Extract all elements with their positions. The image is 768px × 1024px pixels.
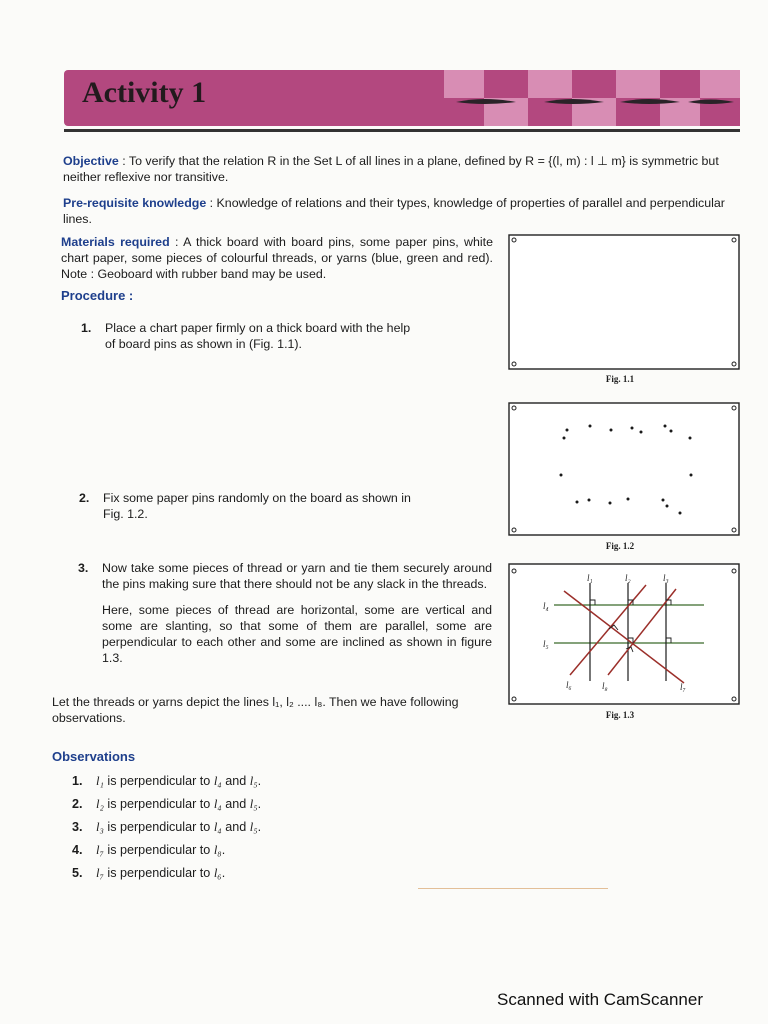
observation-period: .: [257, 820, 262, 834]
label-l1: l₁: [587, 573, 593, 583]
figure-1-1-caption: Fig. 1.1: [605, 374, 635, 384]
step-text: Place a chart paper firmly on a thick board with the help of board pins as shown in (Fig. 1.1).: [105, 321, 411, 351]
procedure-heading: Procedure :: [61, 288, 134, 303]
observation-text: is perpendicular to: [103, 774, 214, 788]
label-l5: l₅: [543, 639, 549, 649]
label-l2: l₂: [625, 573, 631, 583]
label-l3: l₃: [663, 573, 669, 583]
observations-heading: Observations: [52, 749, 136, 764]
line-symbol: l₄: [213, 774, 222, 788]
step-3-explanation: Here, some pieces of thread are horizontal, some are vertical and some are slanting, so that some of them are parallel, some are perpendicular to each other and some are inclined as shown in figure 1.3.: [102, 603, 492, 665]
threads-diagram: [508, 563, 740, 705]
figure-1-3-caption: Fig. 1.3: [605, 710, 635, 720]
camscanner-watermark: Scanned with CamScanner: [497, 990, 704, 1009]
observation-number: 4.: [72, 843, 83, 857]
observation-item: [72, 770, 261, 793]
label-l8: l₈: [602, 681, 608, 691]
observation-text: is perpendicular to: [103, 866, 214, 880]
board-pin: [732, 238, 736, 242]
step-number: 1.: [81, 321, 92, 335]
materials-text: : A thick board with board pins, some paper pins, white chart paper, some pieces of colourful threads, or yarns (blue, green and red). Note : Geoboard with rubber band may be used.: [61, 235, 493, 281]
label-l7: l₇: [680, 682, 686, 692]
label-l4: l₄: [543, 601, 549, 611]
activity-banner: [64, 70, 740, 126]
observations-list: [72, 770, 261, 885]
line-symbol: l₁: [96, 774, 104, 788]
prerequisite-text: : Knowledge of relations and their types, knowledge of properties of parallel and perpendicular lines.: [63, 196, 725, 226]
observation-text: is perpendicular to: [103, 820, 214, 834]
materials-label: Materials required: [61, 235, 170, 249]
prerequisite-label: Pre-requisite knowledge: [63, 196, 207, 210]
figure-1-2-caption: Fig. 1.2: [605, 541, 635, 551]
observation-number: 5.: [72, 866, 83, 880]
procedure-step-2: [79, 490, 419, 522]
step-number: 3.: [78, 561, 89, 575]
line-symbol: l₅: [249, 797, 258, 811]
observation-conjunction: and: [221, 797, 250, 811]
observation-item: [72, 862, 261, 885]
label-l6: l₆: [566, 680, 572, 690]
procedure-conclusion: Let the threads or yarns depict the lines l₁, l₂ .... l₈. Then we have following observations.: [52, 695, 459, 725]
line-symbol: l₂: [96, 797, 104, 811]
observation-item: [72, 793, 261, 816]
observation-number: 3.: [72, 820, 83, 834]
activity-title: Activity 1: [82, 76, 207, 109]
observation-text: is perpendicular to: [103, 843, 214, 857]
objective-text: : To verify that the relation R in the Set L of all lines in a plane, defined by R = {(l, m) : l ⊥ m} is symmetric but neither reflexive nor transitive.: [63, 154, 719, 184]
figure-1-2: [508, 402, 740, 536]
line-symbol: l₅: [249, 820, 258, 834]
observation-number: 1.: [72, 774, 83, 788]
figure-1-1: [508, 234, 740, 370]
observation-conjunction: and: [221, 820, 250, 834]
observation-item: [72, 816, 261, 839]
materials-paragraph: [61, 234, 493, 282]
board-diagram: [508, 234, 740, 370]
line-symbol: l₇: [96, 843, 104, 857]
observation-period: .: [221, 866, 226, 880]
procedure-step-1: [81, 320, 421, 352]
step-text: Fix some paper pins randomly on the board as shown in Fig. 1.2.: [103, 491, 411, 521]
line-symbol: l₅: [249, 774, 258, 788]
line-symbol: l₇: [96, 866, 104, 880]
line-symbol: l₆: [213, 866, 222, 880]
objective-label: Objective: [63, 154, 119, 168]
line-symbol: l₈: [213, 843, 222, 857]
banner-underline: [64, 129, 740, 132]
pins-diagram: [508, 402, 740, 536]
step-text: Now take some pieces of thread or yarn and tie them securely around the pins making sure that there should not be any slack in the threads.: [102, 561, 492, 591]
observation-period: .: [257, 774, 262, 788]
line-symbol: l₃: [96, 820, 104, 834]
banner-decoration: [444, 70, 740, 126]
procedure-step-3: [78, 560, 492, 666]
objective-paragraph: [63, 153, 748, 185]
observation-item: [72, 839, 261, 862]
footer-divider: [418, 888, 608, 889]
board-pin: [512, 362, 516, 366]
line-symbol: l₄: [213, 820, 222, 834]
board-pin: [512, 238, 516, 242]
observation-period: .: [221, 843, 226, 857]
observation-number: 2.: [72, 797, 83, 811]
observation-conjunction: and: [221, 774, 250, 788]
figure-1-3: [508, 563, 740, 705]
step-number: 2.: [79, 491, 90, 505]
prerequisite-paragraph: [63, 195, 748, 227]
line-symbol: l₄: [213, 797, 222, 811]
board-pin: [732, 362, 736, 366]
observation-text: is perpendicular to: [103, 797, 214, 811]
observation-period: .: [257, 797, 262, 811]
